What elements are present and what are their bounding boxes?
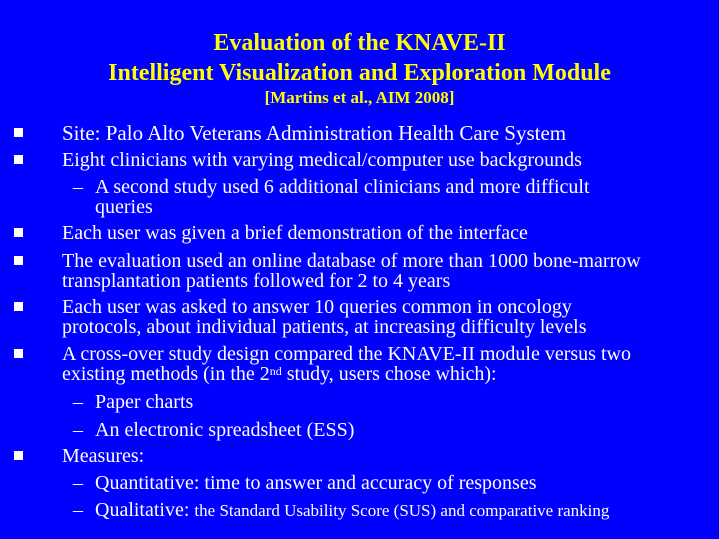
bullet-square-icon bbox=[14, 302, 23, 311]
title-line-1: Evaluation of the KNAVE-II bbox=[213, 30, 506, 56]
slide-title bbox=[0, 28, 719, 109]
bullet-square-icon bbox=[14, 228, 23, 237]
bullet-square-icon bbox=[14, 128, 23, 137]
bullet-square-icon bbox=[14, 349, 23, 358]
bullet-square-icon bbox=[14, 155, 23, 164]
title-line-2: Intelligent Visualization and Exploration Module bbox=[108, 60, 611, 86]
bullet-square-icon bbox=[14, 256, 23, 265]
citation: [Martins et al., AIM 2008] bbox=[264, 88, 455, 107]
bullet-square-icon bbox=[14, 451, 23, 460]
